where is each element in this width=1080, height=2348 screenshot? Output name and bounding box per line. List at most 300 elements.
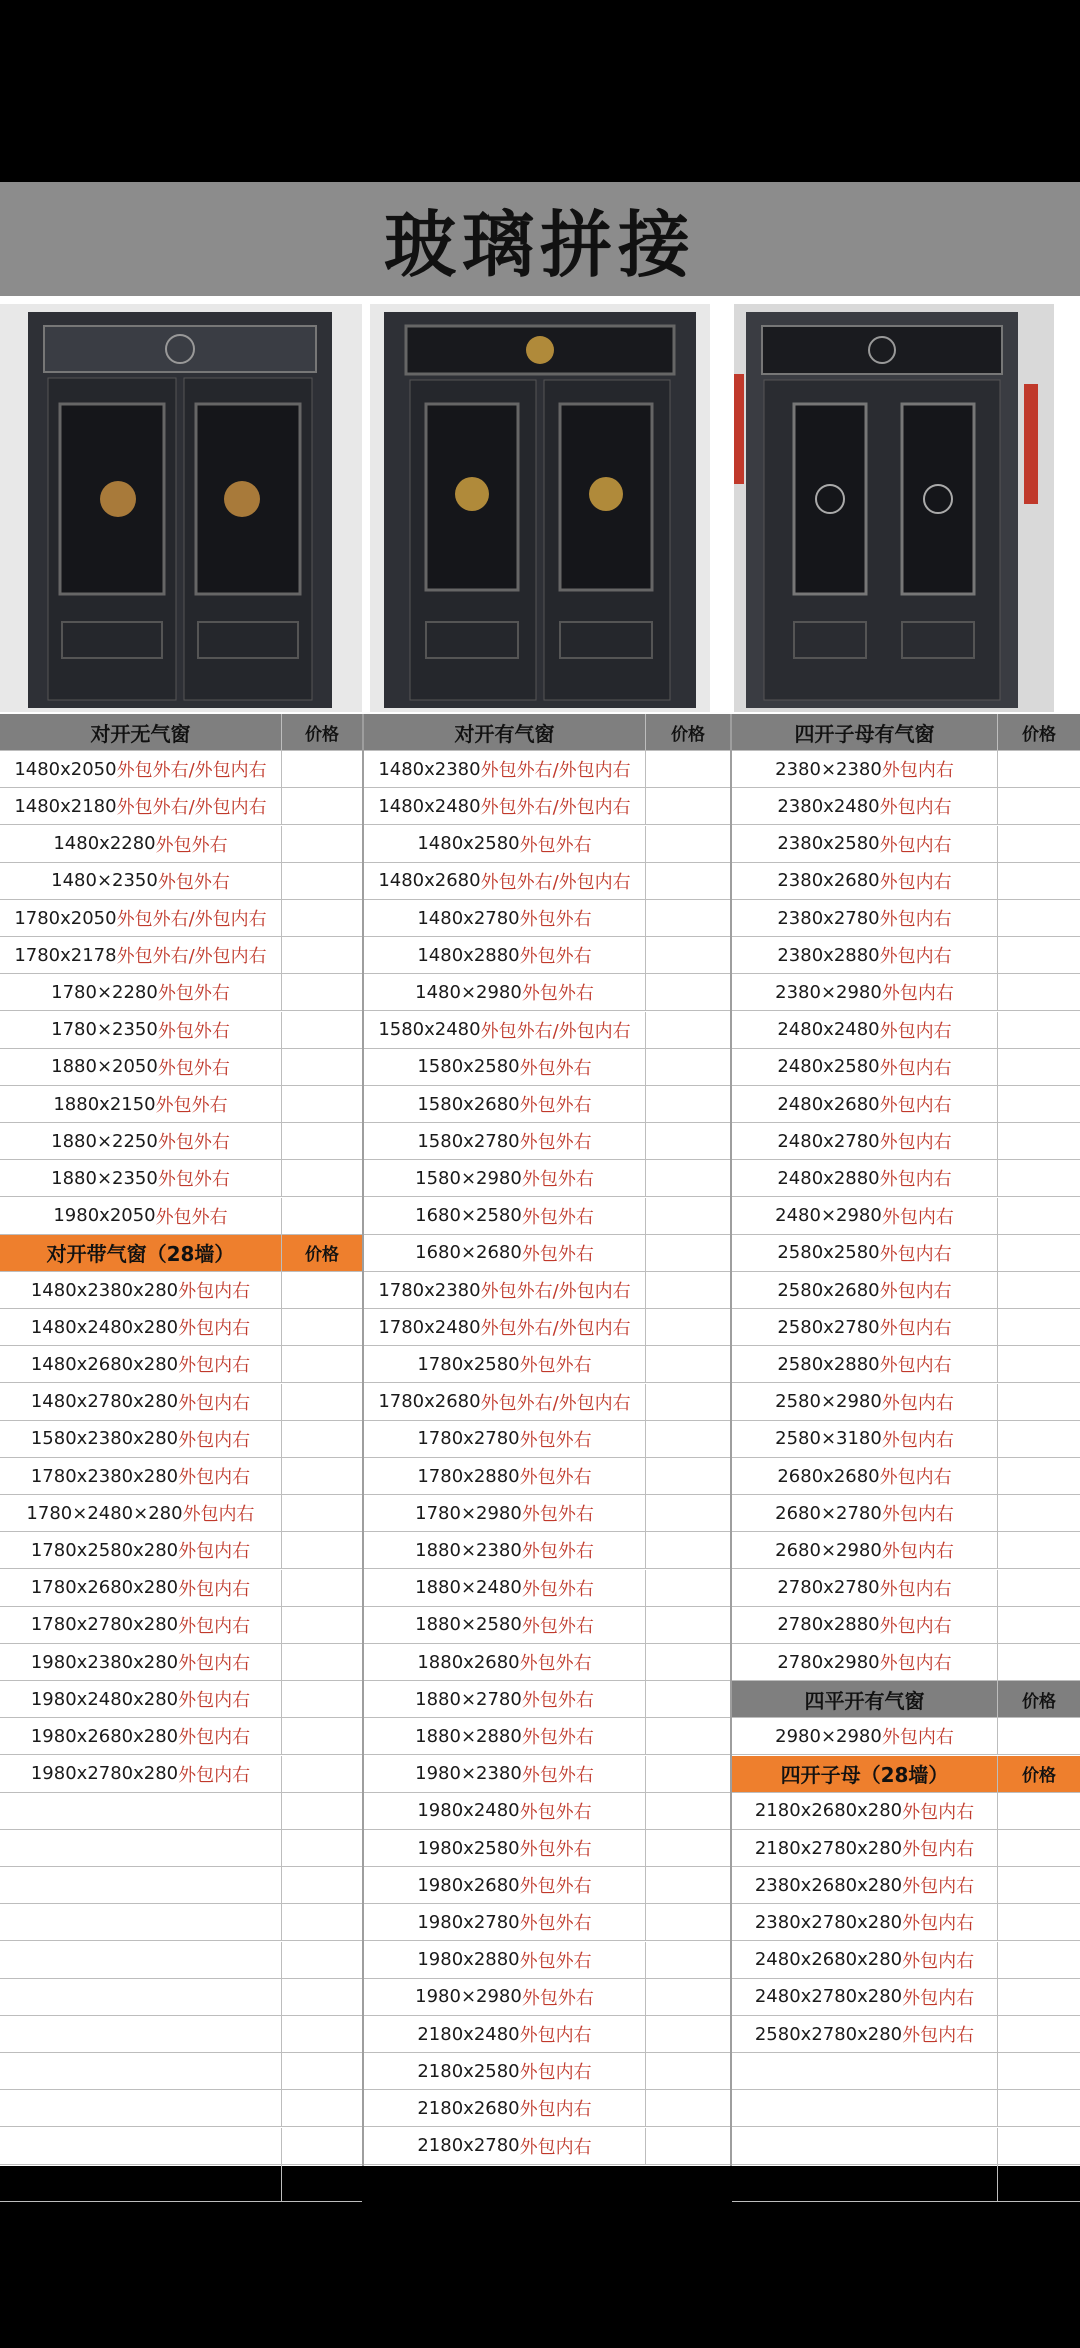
size-value: 1780x2480 (378, 1316, 481, 1338)
size-cell (732, 1830, 998, 1866)
door-photo-double-no-transom (0, 304, 362, 712)
opening-direction: 外包内右 (902, 2025, 975, 2046)
size-value: 1580x2680 (417, 1093, 520, 1115)
opening-direction: 外包内右 (881, 1392, 954, 1414)
price-cell (646, 1532, 730, 1568)
opening-direction: 外包外右 (519, 1913, 592, 1935)
size-cell (732, 1979, 998, 2015)
size-cell (364, 1012, 646, 1048)
opening-direction: 外包外右/外包内右 (116, 946, 267, 968)
size-cell (732, 1123, 998, 1159)
opening-direction: 外包内右 (178, 1541, 251, 1563)
size-value: 2380x2880 (777, 944, 880, 966)
price-cell (998, 1532, 1080, 1568)
opening-direction: 外包内右 (178, 1392, 251, 1414)
size-value: 2380x2480 (777, 795, 880, 817)
size-value: 2680x2680 (777, 1465, 880, 1487)
opening-direction: 外包内右 (902, 1876, 975, 1898)
size-value: 1880×2580 (415, 1614, 522, 1636)
size-cell (0, 1756, 282, 1792)
table-row (364, 788, 730, 825)
opening-direction: 外包外右 (519, 1095, 592, 1116)
price-cell (282, 1346, 362, 1382)
table-row (0, 1198, 362, 1235)
table-row (732, 1346, 1080, 1383)
table-row (0, 2053, 362, 2090)
size-value: 2480x2680 (777, 1093, 880, 1115)
size-value: 2180x2480 (417, 2023, 520, 2045)
size-value: 1780×2980 (415, 1502, 522, 1524)
size-cell (0, 1644, 282, 1680)
table-row (0, 1495, 362, 1532)
size-cell (732, 1384, 998, 1420)
price-cell (282, 1086, 362, 1122)
opening-direction: 外包外右 (157, 983, 230, 1005)
table-row (0, 1346, 362, 1383)
table-row (364, 1681, 730, 1718)
size-cell (364, 1272, 646, 1308)
size-cell (732, 1049, 998, 1085)
size-cell (732, 1942, 998, 1978)
size-cell (364, 1123, 646, 1159)
opening-direction: 外包内右 (879, 871, 952, 893)
table-row (364, 1346, 730, 1383)
size-value: 1780×2350 (51, 1019, 158, 1041)
size-cell (0, 1346, 282, 1382)
size-value: 1780x2880 (417, 1465, 520, 1487)
size-cell (364, 863, 646, 899)
table-row (732, 788, 1080, 825)
table-row (0, 1272, 362, 1309)
size-cell (0, 1793, 282, 1829)
price-cell (998, 2053, 1080, 2089)
opening-direction: 外包内右 (519, 2062, 592, 2084)
size-value: 2780x2780 (777, 1577, 880, 1599)
opening-direction: 外包外右 (519, 909, 592, 930)
section-title: 对开带气窗（28墙） (0, 1235, 282, 1271)
price-cell (998, 1049, 1080, 1085)
table-row (732, 1644, 1080, 1681)
table-row (732, 863, 1080, 900)
opening-direction: 外包外右/外包内右 (480, 1318, 631, 1340)
section-header (732, 1681, 1080, 1718)
size-cell (364, 1346, 646, 1382)
price-cell (998, 1384, 1080, 1420)
table-row (364, 751, 730, 788)
size-value: 1780x2050 (14, 907, 117, 929)
price-header: 价格 (646, 714, 730, 750)
table-row (364, 1793, 730, 1830)
opening-direction: 外包外右 (519, 1057, 592, 1079)
table-row (0, 1904, 362, 1941)
table-row (0, 1458, 362, 1495)
opening-direction: 外包外右 (521, 1690, 594, 1712)
price-cell (998, 1904, 1080, 1940)
size-value: 2480x2880 (777, 1167, 880, 1189)
table-row (364, 1384, 730, 1421)
opening-direction: 外包内右 (178, 1764, 251, 1786)
price-cell (282, 1123, 362, 1159)
opening-direction: 外包内右 (902, 1801, 975, 1823)
price-cell (646, 2128, 730, 2164)
price-cell (998, 2016, 1080, 2052)
size-cell (0, 1384, 282, 1420)
size-cell (0, 1123, 282, 1159)
price-cell (282, 2053, 362, 2089)
opening-direction: 外包外右 (157, 1020, 230, 1042)
table-row (0, 974, 362, 1011)
opening-direction: 外包外右 (519, 1839, 592, 1860)
size-cell (364, 1644, 646, 1680)
size-value: 1780×2480×280 (26, 1502, 183, 1524)
size-value: 1480x2050 (14, 758, 117, 780)
opening-direction: 外包内右 (519, 2025, 592, 2046)
size-value: 2580x2680 (777, 1279, 880, 1301)
price-cell (646, 1756, 730, 1792)
table-row (364, 1979, 730, 2016)
size-cell (364, 1235, 646, 1271)
size-value: 1780x2680 (378, 1391, 481, 1413)
price-cell (646, 2053, 730, 2089)
size-cell (364, 1681, 646, 1717)
section-header (732, 1756, 1080, 1793)
price-cell (282, 937, 362, 973)
table-row (364, 826, 730, 863)
opening-direction: 外包外右/外包内右 (480, 1392, 631, 1414)
price-cell (998, 2128, 1080, 2164)
table-row (732, 1123, 1080, 1160)
price-cell (998, 1644, 1080, 1680)
price-cell (646, 1644, 730, 1680)
price-cell (646, 1681, 730, 1717)
price-cell (646, 1160, 730, 1196)
size-cell (0, 1681, 282, 1717)
price-cell (282, 788, 362, 824)
opening-direction: 外包外右/外包内右 (480, 871, 631, 893)
table-row (0, 1532, 362, 1569)
size-cell (364, 788, 646, 824)
size-value: 2480×2980 (775, 1205, 882, 1227)
price-cell (998, 1086, 1080, 1122)
size-cell (364, 1309, 646, 1345)
table-row (732, 1607, 1080, 1644)
size-cell (0, 1718, 282, 1754)
size-value: 1880×2880 (415, 1725, 522, 1747)
size-cell (0, 863, 282, 899)
table-row (364, 1235, 730, 1272)
table-row (0, 1012, 362, 1049)
size-cell (732, 826, 998, 862)
size-value: 1680×2580 (415, 1205, 522, 1227)
table-row (364, 1012, 730, 1049)
table-row (0, 1979, 362, 2016)
opening-direction: 外包内右 (881, 1504, 954, 1526)
table-row (732, 937, 1080, 974)
price-cell (646, 826, 730, 862)
opening-direction: 外包外右 (157, 1057, 230, 1079)
table-row (364, 1049, 730, 1086)
table-row (0, 937, 362, 974)
size-cell (732, 1904, 998, 1940)
price-cell (998, 900, 1080, 936)
size-cell (364, 2128, 646, 2164)
size-value: 1880×2050 (51, 1056, 158, 1078)
size-value: 2380x2580 (777, 833, 880, 855)
size-value: 1480x2380 (378, 758, 481, 780)
size-cell (0, 1272, 282, 1308)
table-row (0, 826, 362, 863)
section-header (0, 1235, 362, 1272)
door-photo-four-panel (734, 304, 1054, 712)
size-value: 2180x2780 (417, 2135, 520, 2157)
size-cell (364, 826, 646, 862)
price-cell (998, 974, 1080, 1010)
table-row (732, 1979, 1080, 2016)
size-cell (364, 1458, 646, 1494)
table-row (732, 1272, 1080, 1309)
size-cell (732, 1086, 998, 1122)
price-cell (282, 1532, 362, 1568)
size-value: 1780x2780 (417, 1428, 520, 1450)
size-value: 2480x2580 (777, 1056, 880, 1078)
price-cell (998, 1198, 1080, 1234)
price-cell (282, 1384, 362, 1420)
opening-direction: 外包外右 (157, 1169, 230, 1191)
opening-direction: 外包外右/外包内右 (116, 760, 267, 782)
price-cell (282, 826, 362, 862)
size-cell (364, 937, 646, 973)
size-cell (364, 1830, 646, 1866)
size-value: 2180x2680 (417, 2097, 520, 2119)
table-row (364, 2090, 730, 2127)
section-header (732, 714, 1080, 751)
table-row (364, 2053, 730, 2090)
table-row (0, 1384, 362, 1421)
price-cell (282, 2090, 362, 2126)
size-value: 1480x2780 (417, 907, 520, 929)
price-cell (282, 1681, 362, 1717)
price-cell (998, 1942, 1080, 1978)
table-row (0, 1570, 362, 1607)
size-value: 1980x2580 (417, 1837, 520, 1859)
size-value: 1680×2680 (415, 1242, 522, 1264)
size-value: 1980x2050 (53, 1205, 156, 1227)
opening-direction: 外包外右 (157, 871, 230, 893)
size-value: 1980x2880 (417, 1949, 520, 1971)
opening-direction: 外包内右 (879, 1653, 952, 1674)
table-row (0, 788, 362, 825)
size-cell (0, 1458, 282, 1494)
table-row (0, 1867, 362, 1904)
price-cell (282, 1942, 362, 1978)
table-row (364, 900, 730, 937)
opening-direction: 外包外右 (519, 1355, 592, 1377)
opening-direction: 外包外右/外包内右 (480, 1281, 631, 1302)
table-row (732, 1086, 1080, 1123)
page-title: 玻璃拼接 (0, 182, 1080, 296)
size-cell (732, 1458, 998, 1494)
price-cell (282, 1012, 362, 1048)
size-cell (732, 1793, 998, 1829)
size-cell (0, 1421, 282, 1457)
size-value: 2680×2980 (775, 1539, 882, 1561)
size-value: 2780x2980 (777, 1651, 880, 1673)
table-row (364, 1160, 730, 1197)
size-value: 2380x2680 (777, 870, 880, 892)
table-row (732, 1458, 1080, 1495)
size-value: 1480x2880 (417, 944, 520, 966)
table-row (0, 1086, 362, 1123)
section-title: 对开无气窗 (0, 714, 282, 750)
size-value: 2480x2480 (777, 1019, 880, 1041)
table-row (0, 2165, 362, 2202)
table-row (732, 1198, 1080, 1235)
table-row (364, 1086, 730, 1123)
table-row (732, 1235, 1080, 1272)
opening-direction: 外包内右 (881, 1206, 954, 1228)
size-cell (364, 1607, 646, 1643)
price-cell (282, 1198, 362, 1234)
size-cell (0, 1979, 282, 2015)
opening-direction: 外包外右 (521, 1764, 594, 1786)
size-cell (0, 2016, 282, 2052)
price-cell (998, 1979, 1080, 2015)
size-value: 1880×2350 (51, 1167, 158, 1189)
size-cell (0, 826, 282, 862)
table-row (732, 1384, 1080, 1421)
price-cell (282, 1421, 362, 1457)
price-cell (998, 1235, 1080, 1271)
price-cell (646, 1718, 730, 1754)
price-cell (282, 1756, 362, 1792)
opening-direction: 外包外右 (519, 834, 592, 856)
opening-direction: 外包内右 (881, 760, 954, 782)
table-row (732, 1904, 1080, 1941)
table-row (364, 1607, 730, 1644)
size-cell (0, 1830, 282, 1866)
opening-direction: 外包内右 (879, 1095, 952, 1116)
price-cell (282, 1570, 362, 1606)
price-cell (646, 1830, 730, 1866)
opening-direction: 外包内右 (879, 1355, 952, 1377)
opening-direction: 外包外右 (519, 1801, 592, 1823)
opening-direction: 外包外右/外包内右 (116, 909, 267, 930)
table-row (732, 2165, 1080, 2202)
size-value: 2380x2680x280 (754, 1874, 903, 1896)
table-row (364, 974, 730, 1011)
size-cell (364, 1495, 646, 1531)
table-row (364, 2128, 730, 2165)
size-value: 2580x2580 (777, 1242, 880, 1264)
table-row (732, 1830, 1080, 1867)
table-row (0, 1421, 362, 1458)
table-row (0, 900, 362, 937)
size-cell (364, 2090, 646, 2126)
table-row (732, 1495, 1080, 1532)
size-cell (364, 751, 646, 787)
size-cell (0, 974, 282, 1010)
opening-direction: 外包内右 (178, 1281, 251, 1302)
size-value: 1880×2250 (51, 1130, 158, 1152)
price-cell (646, 1272, 730, 1308)
opening-direction: 外包内右 (879, 1243, 952, 1265)
price-cell (998, 1272, 1080, 1308)
size-value: 1480x2780x280 (30, 1391, 179, 1413)
opening-direction: 外包外右 (521, 1727, 594, 1749)
price-cell (998, 826, 1080, 862)
table-row (364, 1718, 730, 1755)
size-cell (732, 1607, 998, 1643)
opening-direction: 外包外右 (155, 834, 228, 856)
opening-direction: 外包外右 (521, 983, 594, 1005)
size-cell (0, 1198, 282, 1234)
price-cell (646, 1012, 730, 1048)
table-row (0, 1123, 362, 1160)
table-row (732, 1793, 1080, 1830)
price-cell (998, 1123, 1080, 1159)
price-cell (282, 1904, 362, 1940)
table-row (732, 1049, 1080, 1086)
opening-direction: 外包内右 (178, 1727, 251, 1749)
size-cell (732, 1867, 998, 1903)
opening-direction: 外包内右 (178, 1578, 251, 1600)
price-cell (282, 1160, 362, 1196)
size-cell (0, 1309, 282, 1345)
table-row (732, 2016, 1080, 2053)
table-row (364, 1942, 730, 1979)
opening-direction: 外包外右/外包内右 (480, 797, 631, 819)
size-cell (732, 2090, 998, 2126)
table-row (0, 2016, 362, 2053)
size-value: 1880×2380 (415, 1539, 522, 1561)
table-row (0, 1309, 362, 1346)
size-value: 1580x2780 (417, 1130, 520, 1152)
size-cell (364, 1718, 646, 1754)
price-cell (998, 1160, 1080, 1196)
table-row (732, 1421, 1080, 1458)
price-cell (646, 2090, 730, 2126)
price-cell (998, 1458, 1080, 1494)
size-cell (732, 2016, 998, 2052)
opening-direction: 外包外右 (521, 1243, 594, 1265)
size-value: 1480x2480x280 (30, 1316, 179, 1338)
size-cell (732, 751, 998, 787)
size-cell (0, 751, 282, 787)
price-sheet (0, 182, 1080, 2166)
size-value: 1480x2580 (417, 833, 520, 855)
table-row (364, 1421, 730, 1458)
size-cell (732, 1570, 998, 1606)
opening-direction: 外包内右 (879, 946, 952, 968)
opening-direction: 外包内右 (902, 1913, 975, 1935)
price-cell (282, 1309, 362, 1345)
opening-direction: 外包内右 (881, 1541, 954, 1563)
size-cell (732, 2053, 998, 2089)
opening-direction: 外包外右 (521, 1615, 594, 1637)
opening-direction: 外包内右 (879, 1318, 952, 1340)
door-photo-double-with-transom (370, 304, 710, 712)
size-cell (364, 1793, 646, 1829)
price-cell (282, 1495, 362, 1531)
size-value: 1480x2280 (53, 833, 156, 855)
size-value: 2580×2980 (775, 1391, 882, 1413)
opening-direction: 外包内右 (879, 1020, 952, 1042)
opening-direction: 外包外右 (519, 1429, 592, 1451)
size-value: 1480×2350 (51, 870, 158, 892)
price-cell (998, 2165, 1080, 2201)
opening-direction: 外包内右 (881, 1429, 954, 1451)
size-cell (732, 1309, 998, 1345)
